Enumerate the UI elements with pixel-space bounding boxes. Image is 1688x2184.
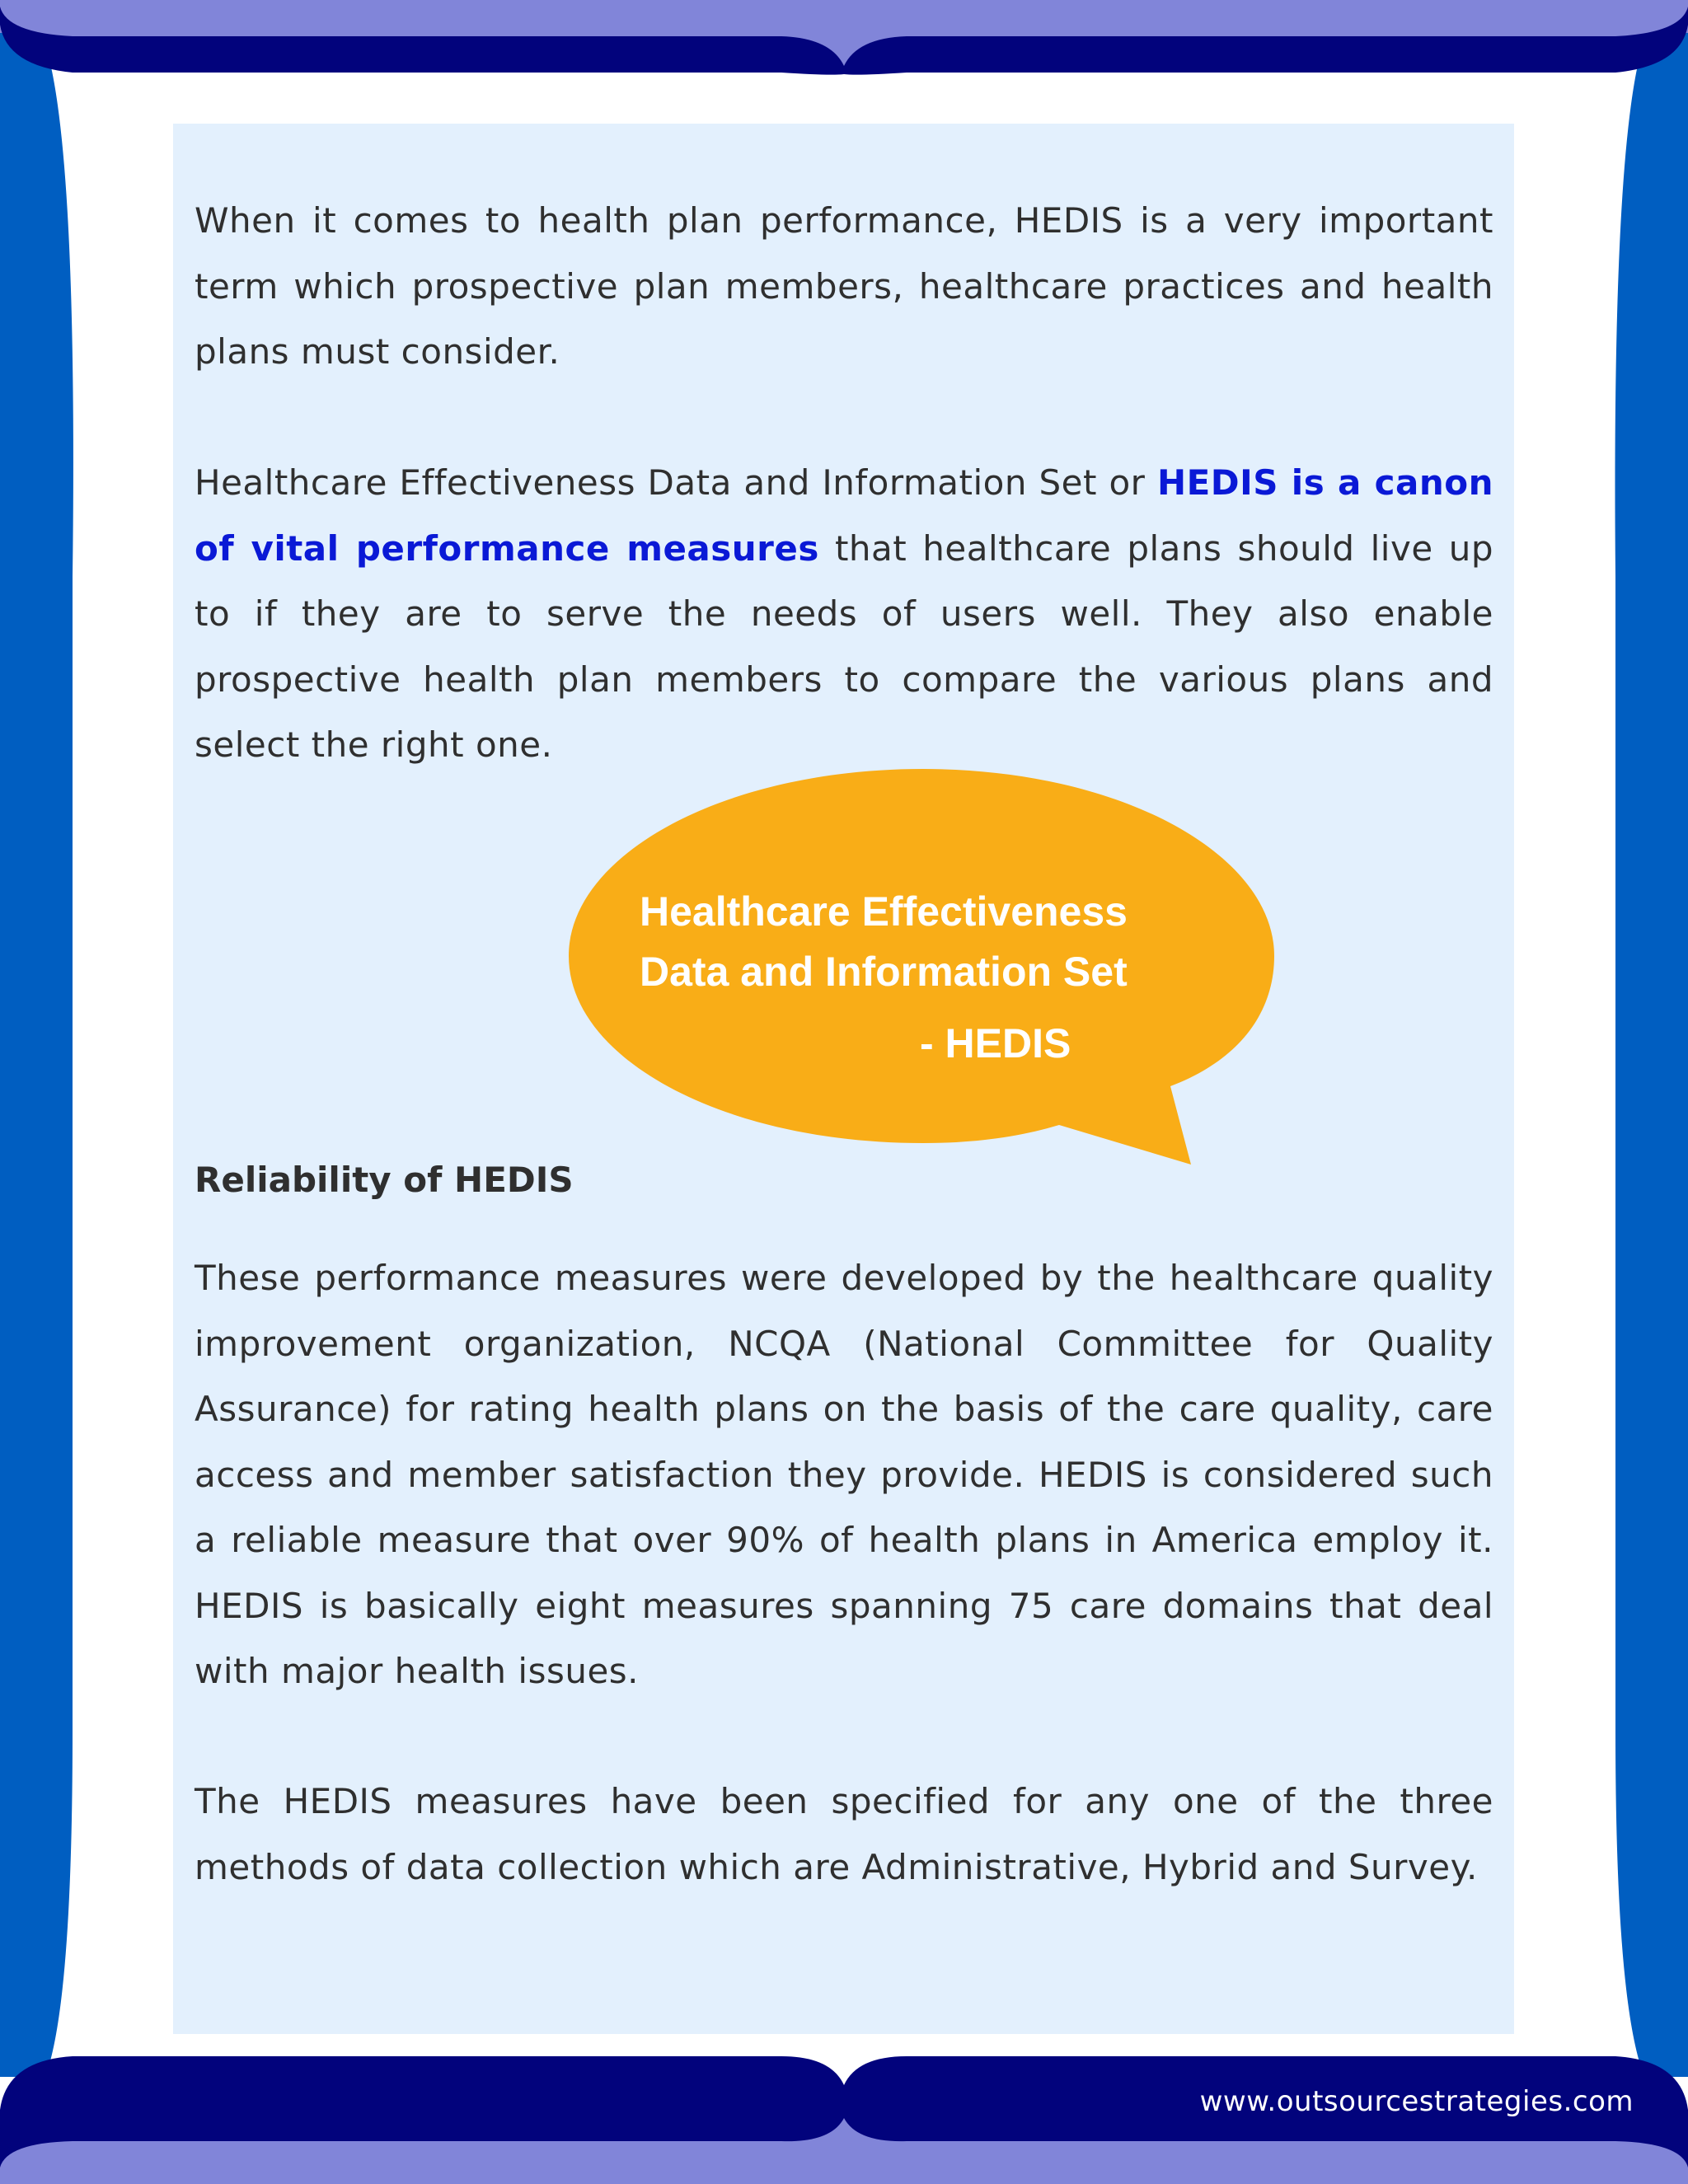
intro-paragraph: When it comes to health plan performance, HEDIS is a very important term which prospective plan members, healthcare practices and health plans must consider. <box>195 200 1493 372</box>
callout-line-1: Healthcare Effectiveness <box>640 888 1128 935</box>
definition-paragraph <box>195 450 1493 778</box>
left-side-bar <box>0 33 73 2077</box>
speech-bubble-text <box>640 882 1217 1074</box>
right-side-bar <box>1615 33 1688 2077</box>
callout-line-2: Data and Information Set <box>640 949 1128 995</box>
footer-url-link[interactable]: www.outsourcestrategies.com <box>1199 2085 1634 2118</box>
definition-highlight: HEDIS is a canon of vital performance measures <box>195 462 1493 569</box>
definition-text-after: that healthcare plans should live up to if they are to serve the needs of users well. They also enable prospective health plan members to compare the various plans and select the right one. <box>195 527 1494 765</box>
reliability-heading: Reliability of HEDIS <box>195 1160 574 1200</box>
definition-text-before: Healthcare Effectiveness Data and Information Set or <box>195 462 1157 503</box>
callout-line-3: - HEDIS <box>920 1020 1071 1066</box>
reliability-paragraph-2: The HEDIS measures have been specified for any one of the three methods of data collection which are Administrative, Hybrid and Survey. <box>195 1781 1493 1887</box>
reliability-paragraph-1: These performance measures were developed by the healthcare quality improvement organization, NCQA (National Committee for Quality Assurance) for rating health plans on the basis of the care quality, care access and member satisfaction they provide. HEDIS is considered such a reliable measure that over 90% of health plans in America employ it. HEDIS is basically eight measures spanning 75 care domains that deal with major health issues. <box>195 1258 1493 1691</box>
